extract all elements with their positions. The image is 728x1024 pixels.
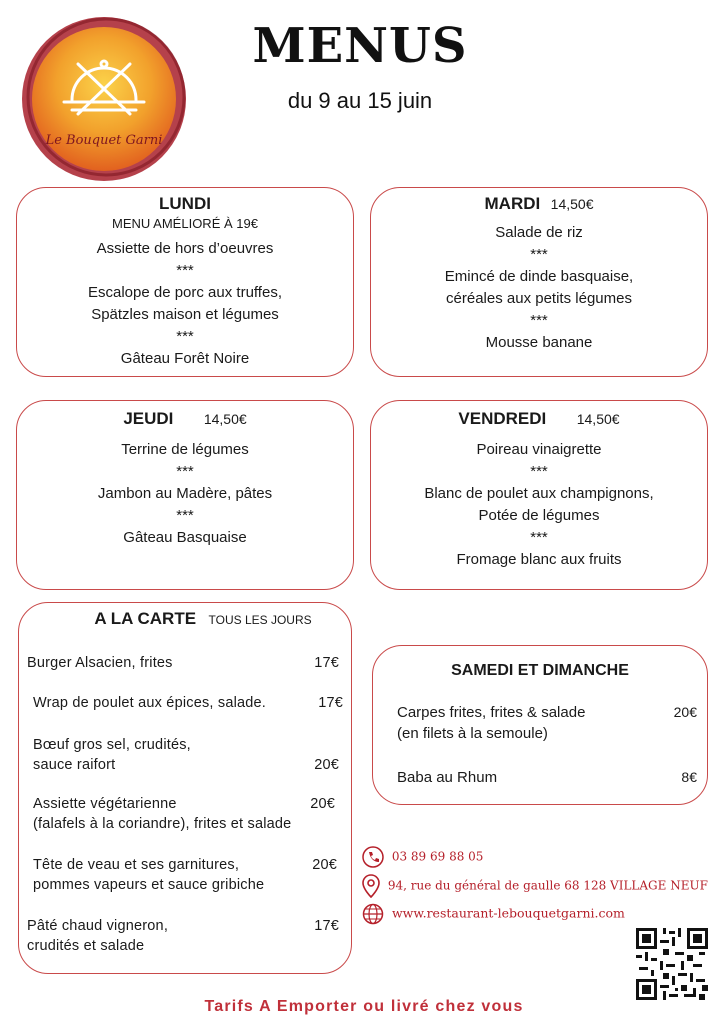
separator: ***	[176, 463, 194, 480]
separator: ***	[176, 507, 194, 524]
day-title: JEUDI	[123, 409, 174, 428]
dish-line: Gâteau Basquaise	[123, 529, 247, 546]
carte-item	[27, 916, 339, 956]
dish-line: Poireau vinaigrette	[476, 441, 602, 458]
item-price: 17€	[318, 695, 343, 711]
contact-website[interactable]	[362, 903, 625, 925]
dish-line: Mousse banane	[485, 334, 593, 351]
contact-address	[362, 874, 708, 898]
separator: ***	[176, 262, 194, 279]
menu-card-vendredi	[370, 400, 708, 590]
carte-item	[33, 794, 341, 834]
separator: ***	[530, 312, 548, 329]
dish-line: Escalope de porc aux truffes,	[87, 284, 282, 301]
item-desc: Wrap de poulet aux épices, salade.	[33, 695, 267, 711]
separator: ***	[530, 246, 548, 263]
item-desc: Assiette végétarienne	[33, 796, 177, 812]
location-pin-icon	[362, 874, 380, 898]
menu-card-jeudi	[16, 400, 354, 590]
carte-item	[27, 653, 339, 673]
menu-note: MENU AMÉLIORÉ À 19€	[112, 216, 258, 231]
item-price: 20€	[310, 796, 335, 812]
day-title: VENDREDI	[458, 409, 547, 428]
item-desc: Carpes frites, frites & salade	[397, 704, 586, 721]
item-desc: Burger Alsacien, frites	[27, 655, 173, 671]
day-title: LUNDI	[159, 194, 211, 213]
page-title: MENUS	[252, 18, 468, 74]
weekend-card	[372, 645, 708, 805]
carte-item	[33, 693, 343, 713]
dish-line: Emincé de dinde basquaise,	[444, 268, 634, 285]
phone-number: 03 89 69 88 05	[391, 849, 484, 864]
item-desc: pommes vapeurs et sauce gribiche	[33, 877, 265, 893]
qr-code	[636, 928, 708, 1000]
dish-line: céréales aux petits légumes	[446, 290, 632, 307]
page-subtitle: du 9 au 15 juin	[287, 88, 433, 113]
dish-line: Potée de légumes	[478, 507, 600, 524]
phone-icon	[362, 846, 384, 868]
carte-note: TOUS LES JOURS	[208, 613, 312, 627]
menu-card-mardi	[370, 187, 708, 377]
dish-line: Spätzles maison et légumes	[91, 306, 279, 323]
item-price: 17€	[314, 655, 339, 671]
footer-banner: Tarifs A Emporter ou livré chez vous	[204, 998, 524, 1015]
item-desc: (falafels à la coriandre), frites et salade	[33, 816, 292, 832]
item-desc: (en filets à la semoule)	[397, 725, 548, 742]
item-price: 20€	[314, 757, 339, 773]
item-desc: Baba au Rhum	[397, 769, 498, 786]
dish-line: Fromage blanc aux fruits	[456, 551, 622, 568]
item-price: 8€	[681, 769, 697, 785]
menu-price: 14,50€	[550, 196, 594, 212]
separator: ***	[176, 328, 194, 345]
menu-price: 14,50€	[203, 411, 247, 427]
dish-line: Gâteau Forêt Noire	[120, 350, 250, 367]
carte-item	[33, 855, 337, 895]
menu-card-lundi	[16, 187, 354, 377]
item-price: 20€	[312, 857, 337, 873]
website-link[interactable]: www.restaurant-lebouquetgarni.com	[391, 905, 625, 921]
carte-title: A LA CARTE	[94, 609, 197, 628]
item-desc: sauce raifort	[33, 757, 116, 773]
dish-line: Blanc de poulet aux champignons,	[424, 485, 654, 502]
address-text: 94, rue du général de gaulle 68 128 VILLAGE NEUF	[387, 878, 708, 893]
restaurant-logo	[16, 14, 192, 184]
separator: ***	[530, 463, 548, 480]
menu-price: 14,50€	[576, 411, 620, 427]
item-desc: Tête de veau et ses garnitures,	[33, 857, 240, 873]
item-price: 20€	[673, 704, 697, 720]
item-desc: crudités et salade	[27, 938, 145, 954]
logo-text: Le Bouquet Garni	[45, 133, 163, 148]
contact-phone	[362, 846, 483, 868]
item-price: 17€	[314, 918, 339, 934]
item-desc: Pâté chaud vigneron,	[27, 918, 169, 934]
item-desc: Bœuf gros sel, crudités,	[33, 737, 191, 753]
separator: ***	[530, 529, 548, 546]
dish-line: Assiette de hors d’oeuvres	[96, 240, 274, 257]
globe-icon	[362, 903, 384, 925]
weekend-title: SAMEDI ET DIMANCHE	[451, 662, 629, 679]
dish-line: Jambon au Madère, pâtes	[97, 485, 273, 502]
day-title: MARDI	[484, 194, 541, 213]
weekend-item	[397, 702, 697, 744]
a-la-carte-card	[18, 602, 352, 974]
weekend-item	[397, 767, 697, 788]
dish-line: Terrine de légumes	[121, 441, 249, 458]
dish-line: Salade de riz	[495, 224, 583, 241]
carte-item	[33, 735, 339, 775]
